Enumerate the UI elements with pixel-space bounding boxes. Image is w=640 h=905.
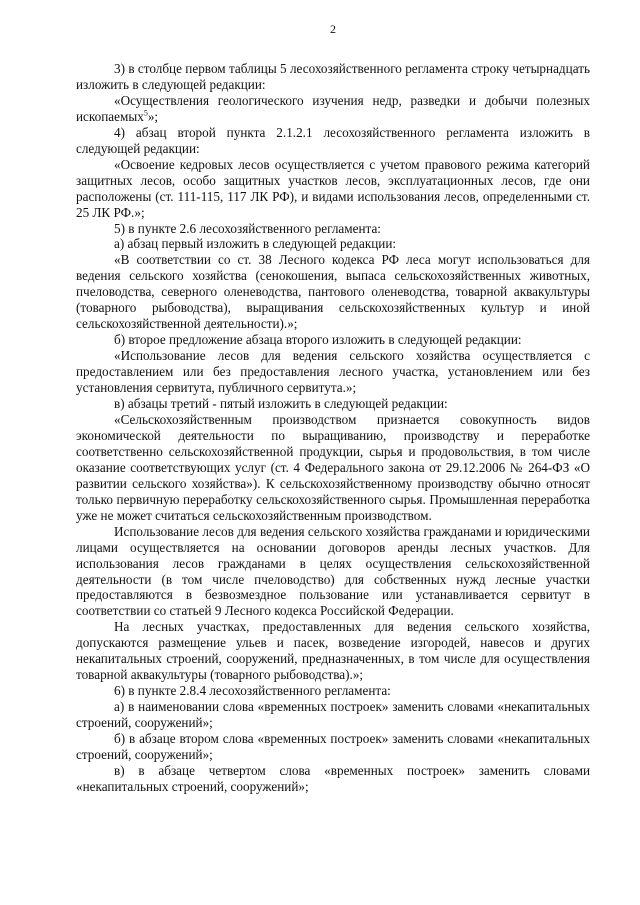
paragraph-6: а) абзац первый изложить в следующей редакции: [114,236,397,252]
paragraph-14: 6) в пункте 2.8.4 лесохозяйственного регламента: [114,683,391,699]
paragraph-17: в) в абзаце четвертом слова «временных построек» заменить словами «некапитальных строений, сооружений»; [76,762,590,794]
paragraph-8: б) второе предложение абзаца второго изложить в следующей редакции: [114,332,522,348]
paragraph-15: а) в наименовании слова «временных построек» заменить словами «некапитальных строений, сооружений»; [76,699,590,731]
paragraph-5: 5) в пункте 2.6 лесохозяйственного регламента: [114,220,381,236]
paragraph-16: б) в абзаце втором слова «временных построек» заменить словами «некапитальных строений, сооружений»; [76,731,590,762]
paragraph-9: «Использование лесов для ведения сельского хозяйства осуществляется с предоставлением или без предоставления лесного участка, установлением или без установления сервитута, публичного сервитута.»; [76,348,590,396]
paragraph-2-text: «Осуществления геологического изучения недр, разведки и добычи полезных ископаемых [76,92,590,124]
paragraph-13: На лесных участках, предоставленных для ведения сельского хозяйства, допускаются размещение ульев и пасек, возведение изгородей, навесов и других некапитальных строений, сооружений, предназначенных, в том числе для осуществления товарной аквакультуры (товарного рыбоводства).»; [76,619,590,683]
document-body [76,61,590,795]
paragraph-1: 3) в столбце первом таблицы 5 лесохозяйственного регламента строку четырнадцать изложить в следующей редакции: [76,61,590,92]
paragraph-10: в) абзацы третий - пятый изложить в следующей редакции: [114,396,448,412]
paragraph-12: Использование лесов для ведения сельского хозяйства гражданами и юридическими лицами осуществляется на основании договоров аренды лесных участков. Для использования лесов гражданами в целях осуществления сельскохозяйственной деятельности (в том числе пчеловодство) для собственных нужд лесные участки предоставляются в безвозмездное пользование или устанавливается сервитут в соответствии со статьей 9 Лесного кодекса Российской Федерации. [76,523,590,619]
paragraph-2-tail: »; [147,108,159,124]
paragraph-7: «В соответствии со ст. 38 Лесного кодекса РФ леса могут использоваться для ведения сельского хозяйства (сенокошения, выпаса сельскохозяйственных животных, пчеловодства, северного оленеводства, пантового оленеводства, товарной аквакультуры (товарного рыбоводства), выращивания сельскохозяйственных культур и иной сельскохозяйственной деятельности).»; [76,252,590,332]
paragraph-3: 4) абзац второй пункта 2.1.2.1 лесохозяйственного регламента изложить в следующей редакции: [76,124,590,156]
page-number: 2 [330,22,336,36]
paragraph-2 [76,93,590,125]
footnote-ref: 5 [143,108,148,118]
paragraph-11: «Сельскохозяйственным производством признается совокупность видов экономической деятельности по выращиванию, производству и переработке соответственно сельскохозяйственной продукции, сырья и продовольствия, в том числе оказание соответствующих услуг (ст. 4 Федерального закона от 29.12.2006 № 264-ФЗ «О развитии сельского хозяйства»). К сельскохозяйственному производству обычно относят только первичную переработку сельскохозяйственного сырья. Промышленная переработка уже не может считаться сельскохозяйственным производством. [76,411,590,523]
paragraph-4: «Освоение кедровых лесов осуществляется с учетом правового режима категорий защитных лесов, особо защитных участков лесов, эксплуатационных лесов, где они расположены (ст. 111-115, 117 ЛК РФ), и видами использования лесов, определенными ст. 25 ЛК РФ.»; [76,156,590,220]
